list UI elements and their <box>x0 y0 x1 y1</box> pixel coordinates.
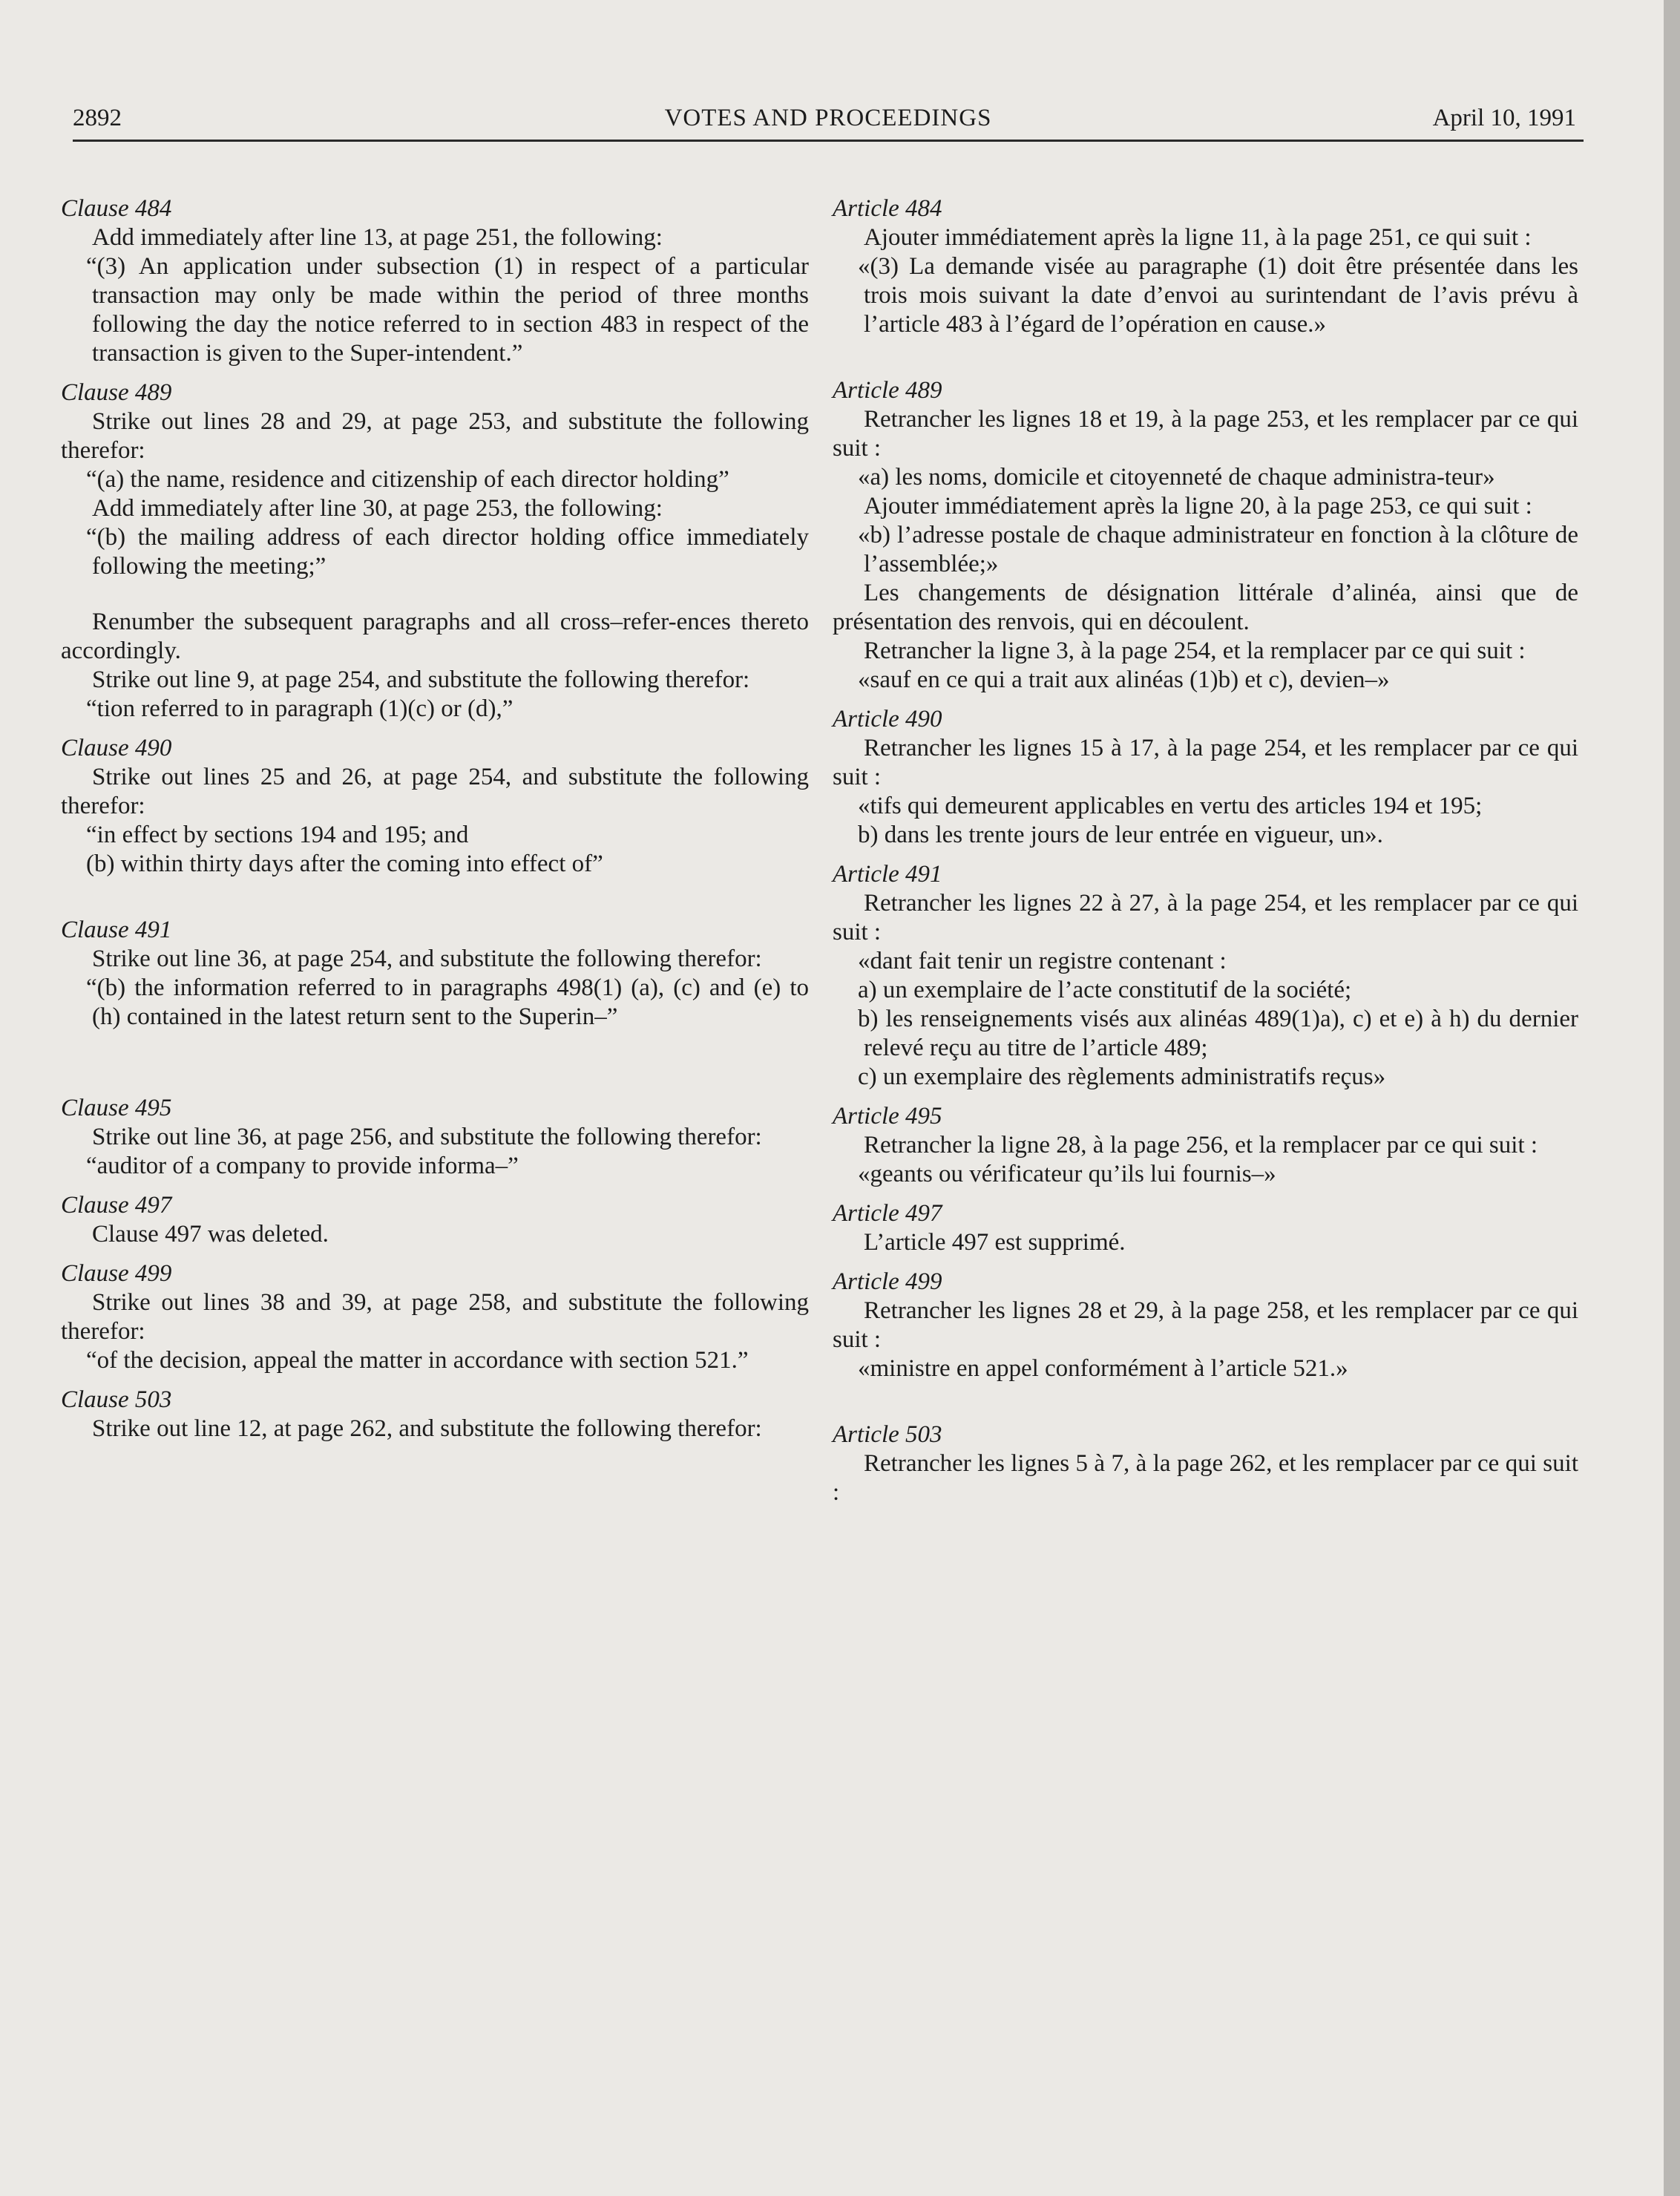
english-section <box>61 1386 809 1443</box>
french-quoted-text: «geants ou vérificateur qu’ils lui fournis–» <box>858 1161 1276 1187</box>
english-instruction: Add immediately after line 30, at page 253, the following: <box>92 495 663 522</box>
english-instruction: Strike out lines 38 and 39, at page 258, and substitute the following therefor: <box>61 1289 809 1345</box>
english-quoted-text: “auditor of a company to provide informa–” <box>86 1153 519 1179</box>
french-section <box>833 705 1578 850</box>
english-section <box>61 378 809 724</box>
french-quoted-text: b) dans les trente jours de leur entrée en vigueur, un». <box>858 822 1383 848</box>
english-instruction: Add immediately after line 13, at page 251, the following: <box>92 224 663 251</box>
french-section-heading: Article 503 <box>833 1421 942 1448</box>
english-section-heading: Clause 499 <box>61 1260 172 1287</box>
english-instruction: Strike out line 9, at page 254, and substitute the following therefor: <box>92 666 750 693</box>
french-quoted-text: «a) les noms, domicile et citoyenneté de chaque administra-teur» <box>858 464 1495 491</box>
english-section-heading: Clause 495 <box>61 1095 172 1121</box>
french-quoted-text: «tifs qui demeurent applicables en vertu des articles 194 et 195; <box>858 793 1483 819</box>
french-instruction: Retrancher les lignes 28 et 29, à la page 258, et les remplacer par ce qui suit : <box>833 1297 1578 1353</box>
french-quoted-text: «b) l’adresse postale de chaque administrateur en fonction à la clôture de l’assemblée;» <box>858 522 1578 577</box>
french-column <box>833 194 1578 1518</box>
french-section <box>833 194 1578 366</box>
french-section <box>833 1420 1578 1507</box>
french-quoted-text: «(3) La demande visée au paragraphe (1) doit être présentée dans les trois mois suivant la date d’envoi au surintendant de l’avis prévu à l’article 483 à l’égard de l’opération en cause.» <box>858 253 1578 338</box>
french-section <box>833 860 1578 1092</box>
french-quoted-text: a) un exemplaire de l’acte constitutif de la société; <box>858 977 1352 1003</box>
english-quoted-text: “(b) the information referred to in paragraphs 498(1) (a), (c) and (e) to (h) contained in the latest return sent to the Superin–” <box>86 974 809 1030</box>
english-section <box>61 916 809 1084</box>
french-instruction: Retrancher les lignes 22 à 27, à la page 254, et les remplacer par ce qui suit : <box>833 890 1578 945</box>
french-section <box>833 1102 1578 1189</box>
french-quoted-text: «dant fait tenir un registre contenant : <box>858 948 1227 974</box>
english-section-heading: Clause 497 <box>61 1192 172 1219</box>
spacer <box>833 1383 1578 1410</box>
english-instruction: Strike out line 36, at page 254, and substitute the following therefor: <box>92 945 762 972</box>
english-quoted-text: (b) within thirty days after the coming into effect of” <box>86 850 603 877</box>
french-section <box>833 376 1578 695</box>
english-instruction: Strike out lines 28 and 29, at page 253, and substitute the following therefor: <box>61 408 809 464</box>
english-section-heading: Clause 491 <box>61 917 172 943</box>
english-instruction: Strike out line 36, at page 256, and substitute the following therefor: <box>92 1124 762 1150</box>
english-quoted-text: “tion referred to in paragraph (1)(c) or (d),” <box>86 695 513 722</box>
english-section <box>61 1191 809 1249</box>
running-title: VOTES AND PROCEEDINGS <box>664 105 992 131</box>
english-quoted-text: “of the decision, appeal the matter in accordance with section 521.” <box>86 1347 749 1374</box>
spacer <box>833 339 1578 366</box>
page-header <box>73 101 1584 142</box>
english-section <box>61 1259 809 1375</box>
french-instruction: Retrancher la ligne 28, à la page 256, et la remplacer par ce qui suit : <box>864 1132 1538 1158</box>
english-instruction: Strike out line 12, at page 262, and substitute the following therefor: <box>92 1415 762 1442</box>
spacer <box>61 581 809 608</box>
french-instruction: Retrancher la ligne 3, à la page 254, et la remplacer par ce qui suit : <box>864 638 1526 664</box>
french-section <box>833 1199 1578 1257</box>
english-column <box>61 194 809 1454</box>
french-section-heading: Article 490 <box>833 706 942 732</box>
english-section <box>61 734 809 905</box>
french-quoted-text: c) un exemplaire des règlements administratifs reçus» <box>858 1063 1386 1090</box>
french-section-heading: Article 497 <box>833 1200 942 1227</box>
french-quoted-text: b) les renseignements visés aux alinéas 489(1)a), c) et e) à h) du dernier relevé reçu au titre de l’article 489; <box>858 1006 1578 1061</box>
french-section-heading: Article 495 <box>833 1103 942 1130</box>
french-instruction: L’article 497 est supprimé. <box>864 1229 1126 1256</box>
english-quoted-text: “(3) An application under subsection (1) in respect of a particular transaction may only be made within the period of three months following the day the notice referred to in section 483 in respect of the transaction is given to the Super-intendent.” <box>86 253 809 367</box>
french-section-heading: Article 499 <box>833 1268 942 1295</box>
french-quoted-text: «sauf en ce qui a trait aux alinéas (1)b) et c), devien–» <box>858 666 1390 693</box>
french-section-heading: Article 489 <box>833 377 942 404</box>
english-section-heading: Clause 484 <box>61 195 172 222</box>
english-quoted-text: “in effect by sections 194 and 195; and <box>86 822 469 848</box>
french-section <box>833 1268 1578 1410</box>
french-instruction: Ajouter immédiatement après la ligne 11, à la page 251, ce qui suit : <box>864 224 1532 251</box>
french-instruction: Retrancher les lignes 15 à 17, à la page 254, et les remplacer par ce qui suit : <box>833 735 1578 790</box>
english-section-heading: Clause 489 <box>61 379 172 406</box>
english-section-heading: Clause 503 <box>61 1386 172 1413</box>
header-date: April 10, 1991 <box>1432 105 1576 131</box>
english-instruction: Strike out lines 25 and 26, at page 254, and substitute the following therefor: <box>61 764 809 819</box>
english-section <box>61 194 809 368</box>
french-instruction: Retrancher les lignes 18 et 19, à la page 253, et les remplacer par ce qui suit : <box>833 406 1578 462</box>
french-instruction: Retrancher les lignes 5 à 7, à la page 262, et les remplacer par ce qui suit : <box>833 1450 1578 1506</box>
spacer <box>61 879 809 905</box>
english-section <box>61 1094 809 1181</box>
english-section-heading: Clause 490 <box>61 735 172 761</box>
english-instruction: Clause 497 was deleted. <box>92 1221 329 1248</box>
english-quoted-text: “(a) the name, residence and citizenship of each director holding” <box>86 466 729 493</box>
french-section-heading: Article 484 <box>833 195 942 222</box>
page-edge-shadow <box>1664 0 1680 2196</box>
french-quoted-text: «ministre en appel conformément à l’article 521.» <box>858 1355 1348 1382</box>
english-instruction: Renumber the subsequent paragraphs and all cross–refer-ences thereto accordingly. <box>61 609 809 664</box>
page-number: 2892 <box>73 105 122 131</box>
french-instruction: Les changements de désignation littérale d’alinéa, ainsi que de présentation des renvois, qui en découlent. <box>833 580 1578 635</box>
spacer <box>61 1032 809 1084</box>
english-quoted-text: “(b) the mailing address of each director holding office immediately following the meeting;” <box>86 524 809 580</box>
french-instruction: Ajouter immédiatement après la ligne 20, à la page 253, ce qui suit : <box>864 493 1532 519</box>
french-section-heading: Article 491 <box>833 861 942 888</box>
